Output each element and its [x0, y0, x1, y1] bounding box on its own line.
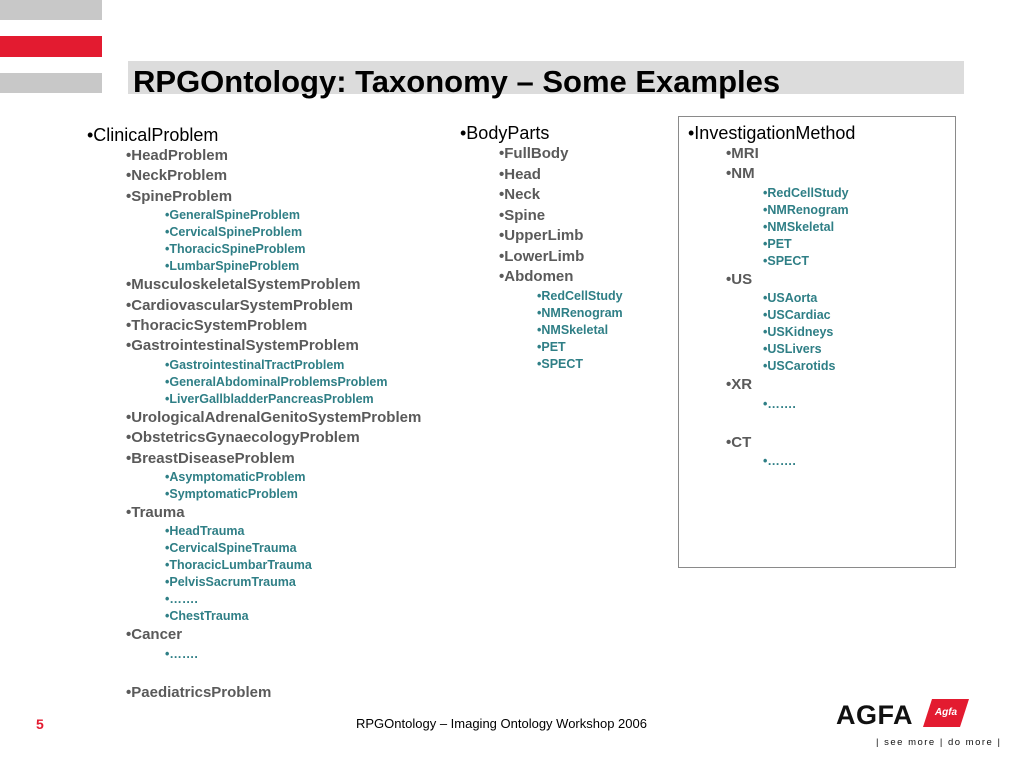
investigation-method-list	[688, 144, 855, 470]
body-parts-list	[460, 144, 623, 373]
list-item: •USAorta	[763, 291, 818, 306]
list-item: •MRI	[726, 145, 759, 162]
body-parts-column	[460, 122, 623, 373]
list-item: •UpperLimb	[499, 227, 584, 244]
list-item: •…….	[165, 646, 198, 661]
list-item: •GastrointestinalTractProblem	[165, 357, 345, 372]
logo-tagline: | see more | do more |	[876, 737, 1002, 748]
list-item: •GeneralAbdominalProblemsProblem	[165, 374, 388, 389]
decor-bar-top	[0, 0, 102, 20]
agfa-logo	[836, 698, 1006, 750]
list-item: •Head	[499, 165, 541, 183]
list-item: •ObstetricsGynaecologyProblem	[126, 429, 360, 447]
list-item: •CT	[726, 433, 752, 451]
list-item: •HeadTrauma	[165, 524, 245, 539]
list-item: •SymptomaticProblem	[165, 487, 298, 502]
list-item: •HeadProblem	[126, 147, 228, 164]
list-item: •RedCellStudy	[763, 185, 849, 200]
list-item: •Abdomen	[499, 268, 574, 285]
list-item: •Cancer	[126, 626, 183, 644]
list-item: •GeneralSpineProblem	[165, 208, 300, 223]
list-item: •PET	[537, 339, 566, 354]
list-item: •NMSkeletal	[763, 219, 835, 234]
footer-text: RPGOntology – Imaging Ontology Workshop 2006	[356, 716, 647, 731]
logo-rhombus-icon	[922, 698, 970, 728]
investigation-method-column	[688, 122, 855, 470]
list-item: •NMSkeletal	[537, 322, 609, 337]
list-item: •USCarotids	[763, 359, 836, 374]
list-item: •PaediatricsProblem	[126, 683, 272, 701]
decor-bar-red	[0, 36, 102, 57]
list-item: •CervicalSpineProblem	[165, 225, 303, 240]
slide-number: 5	[36, 716, 44, 732]
list-item: •ThoracicSpineProblem	[165, 242, 306, 257]
list-item: •CervicalSpineTrauma	[165, 541, 297, 556]
list-item	[688, 413, 855, 433]
list-item: •GastrointestinalSystemProblem	[126, 337, 359, 355]
list-item: •LiverGallbladderPancreasProblem	[165, 391, 374, 406]
list-item: •MusculoskeletalSystemProblem	[126, 276, 361, 294]
logo-rhombus-text: Agfa	[934, 707, 958, 718]
list-item: •LowerLimb	[499, 247, 585, 265]
list-item: •USKidneys	[763, 325, 834, 340]
list-item: •SpineProblem	[126, 187, 233, 205]
list-item: •Trauma	[126, 504, 185, 522]
list-item: •CardiovascularSystemProblem	[126, 296, 354, 314]
list-item: •PelvisSacrumTrauma	[165, 575, 296, 590]
list-item: •USLivers	[763, 342, 822, 357]
list-item: •PET	[763, 236, 792, 251]
list-item: •NM	[726, 165, 755, 183]
clinical-problem-column	[87, 124, 421, 703]
investigation-method-heading: •InvestigationMethod	[688, 123, 856, 143]
list-item: •NMRenogram	[763, 202, 849, 217]
list-item: •ChestTrauma	[165, 609, 249, 624]
list-item: •RedCellStudy	[537, 288, 623, 303]
list-item: •SPECT	[537, 356, 584, 371]
body-parts-heading: •BodyParts	[460, 123, 550, 143]
list-item: •NeckProblem	[126, 167, 228, 185]
slide-title: RPGOntology: Taxonomy – Some Examples	[133, 64, 781, 99]
list-item: •…….	[763, 396, 796, 411]
list-item: •BreastDiseaseProblem	[126, 449, 295, 467]
list-item	[87, 663, 421, 683]
list-item: •SPECT	[763, 253, 810, 268]
list-item: •USCardiac	[763, 308, 831, 323]
clinical-problem-list	[87, 146, 421, 703]
list-item: •LumbarSpineProblem	[165, 259, 300, 274]
logo-wordmark: AGFA	[836, 700, 914, 730]
decor-bar-bottom	[0, 73, 102, 93]
list-item: •XR	[726, 376, 753, 394]
list-item: •…….	[165, 592, 198, 607]
list-item: •…….	[763, 454, 796, 469]
list-item: •UrologicalAdrenalGenitoSystemProblem	[126, 408, 422, 426]
list-item: •US	[726, 270, 753, 288]
list-item: •ThoracicSystemProblem	[126, 317, 308, 335]
list-item: •FullBody	[499, 145, 569, 162]
list-item: •Neck	[499, 186, 541, 203]
list-item: •NMRenogram	[537, 305, 623, 320]
list-item: •AsymptomaticProblem	[165, 470, 306, 485]
list-item: •ThoracicLumbarTrauma	[165, 558, 312, 573]
clinical-problem-heading: •ClinicalProblem	[87, 125, 219, 145]
list-item: •Spine	[499, 206, 546, 224]
